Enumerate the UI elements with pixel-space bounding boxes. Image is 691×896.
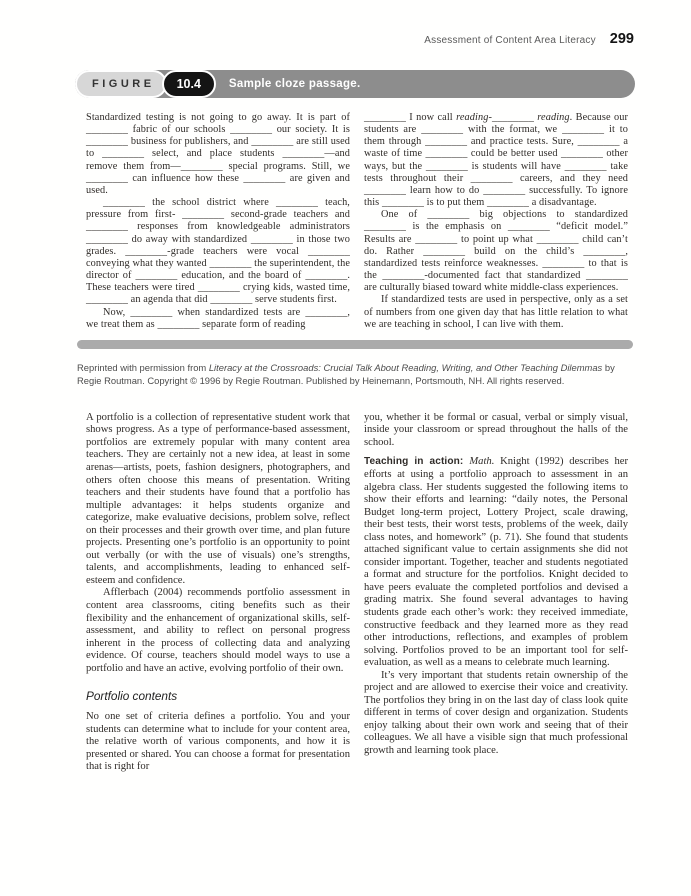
body-paragraph: Afflerbach (2004) recommends portfolio assessment in content area classrooms, citing benefits such as their flexibility and the enhancement of organizational skills, self-assessment, and ability to reflect on personal progress inherent in the process of collecting data and analyzing evidence. Of course, teachers should model ways to use a portfolio and have an active, evolving portfolio of their own. [86, 587, 350, 674]
cloze-passage [86, 112, 628, 331]
body-right-column [364, 412, 628, 774]
running-head-title: Assessment of Content Area Literacy [424, 35, 596, 46]
figure-label: FIGURE [75, 70, 167, 98]
body-paragraph: It’s very important that students retain ownership of the project and are allowed to exercise their voice and creativity. The portfolios they bring in on the last day of class look quite different in terms of cover design and organization. Students enjoy talking about their own work and seeing that of their colleagues. We all have a visible sign that much professional growth and learning took place. [364, 669, 628, 757]
body-paragraph: A portfolio is a collection of representative student work that shows progress. As a type of performance-based assessment, portfolios are extremely popular with many content area teachers. They are certainly not a new idea, at least in some arenas—artists, poets, fashion designers, photographers, and others often choose this means of presentation. Writing teachers and their students have found that a portfolio has multiple advantages: it helps students organize and categorize, make evaluative decisions, problem solve, reflect on their processes and their growth over time, and plan future projects. Presenting one’s portfolio is an opportunity to point out verbally (or with the use of visuals) one’s strengths, talents, and accomplishments, leading to enhanced self-esteem and confidence. [86, 411, 350, 586]
body-paragraph-teaching-in-action: Teaching in action: Math. Knight (1992) describes her efforts at using a portfolio approach to assessment in an algebra class. Her students suggested the following items to show their efforts and learning: “daily notes, the Personal Budget long-term project, Lottery Project, scale drawing, their best tests, their worst tests, problems of the week, daily class notes, and homework” (p. 71). She found that students attached significant value to certain assignments she did not consider important. Together, teacher and students negotiated a format and structure for the portfolios. Knight decided to have peers evaluate the completed portfolios and devised a grading matrix. She found several advantages to having students grade each other’s work: they received immediate, constructive feedback and they learned more as they read other introductions, reflections, and examples of problem solving. Portfolios proved to be an important tool for self-evaluation, as well as a means to celebrate much learning. [364, 456, 628, 669]
running-head [0, 0, 691, 48]
page-number: 299 [609, 31, 634, 47]
body-paragraph: you, whether it be formal or casual, verbal or simply visual, inside your classroom or spread throughout the halls of the school. [364, 411, 628, 448]
figure-banner [75, 70, 635, 98]
body-left-column [86, 412, 350, 774]
cloze-paragraph: ________ the school district where ________ teach, pressure from first- ________ second-grade teachers and ________ responses from knowledgeable administrators ________ do away with standardized ________ in those two grades. ________-grade teachers were vocal ________ conveying what they wanted ________ the superintendent, the director of ________ education, and the board of ________. These teachers were tired ________ crying kids, wasted time, ________ an agenda that did ________ serve students first. [86, 197, 350, 306]
cloze-right-column [364, 112, 628, 331]
cloze-paragraph: Now, ________ when standardized tests are ________, we treat them as ________ separate form of reading [86, 306, 350, 330]
cloze-paragraph: ________ I now call reading-________ reading. Because our students are ________ with the format, we ________ it to them through ________ and practice tests. Sure, ________ a waste of time ________ could be better used ________ other ways, but the ________ is students will have ________ take tests throughout their ________ careers, and they need ________ learn how to do ________ successfully. To ignore this ________ is to put them ________ a disadvantage. [364, 112, 628, 209]
figure-title: Sample cloze passage. [228, 78, 361, 90]
cloze-paragraph: Standardized testing is not going to go away. It is part of ________ fabric of our schools ________ our society. It is ________ business for publishers, and ________ are still used to ________ select, and place students ________—and remove them from—________ special programs. Still, we ________ can influence how these ________ are given and used. [86, 112, 350, 196]
subheading-portfolio-contents: Portfolio contents [86, 689, 178, 704]
figure-end-bar [77, 340, 633, 349]
body-text [86, 412, 628, 774]
figure-credit: Reprinted with permission from Literacy at the Crossroads: Crucial Talk About Reading, Writing, and Other Teaching Dilemmas by Regie Routman. Copyright © 1996 by Regie Routman. Published by Heinemann, Portsmouth, NH. All rights reserved. [77, 361, 615, 386]
cloze-left-column [86, 112, 350, 331]
cloze-paragraph: If standardized tests are used in perspective, only as a set of numbers from one given day that has little relation to what we are teaching in school, I can live with them. [364, 294, 628, 330]
cloze-paragraph: One of ________ big objections to standardized ________ is the emphasis on ________ “deficit model.” Results are ________ to point up what ________ child can’t do. Rather ________ build on the child’s ________, standardized tests reinforce weaknesses. ________ to that is the ________-documented fact that standardized ________ are culturally biased toward white middle-class experiences. [364, 209, 628, 294]
body-paragraph: No one set of criteria defines a portfolio. You and your students can determine what to include for your content area, the relative worth of various components, and how it is presented or shared. You can choose a format for presentation that is right for [86, 711, 350, 773]
figure-number-badge: 10.4 [162, 70, 216, 98]
